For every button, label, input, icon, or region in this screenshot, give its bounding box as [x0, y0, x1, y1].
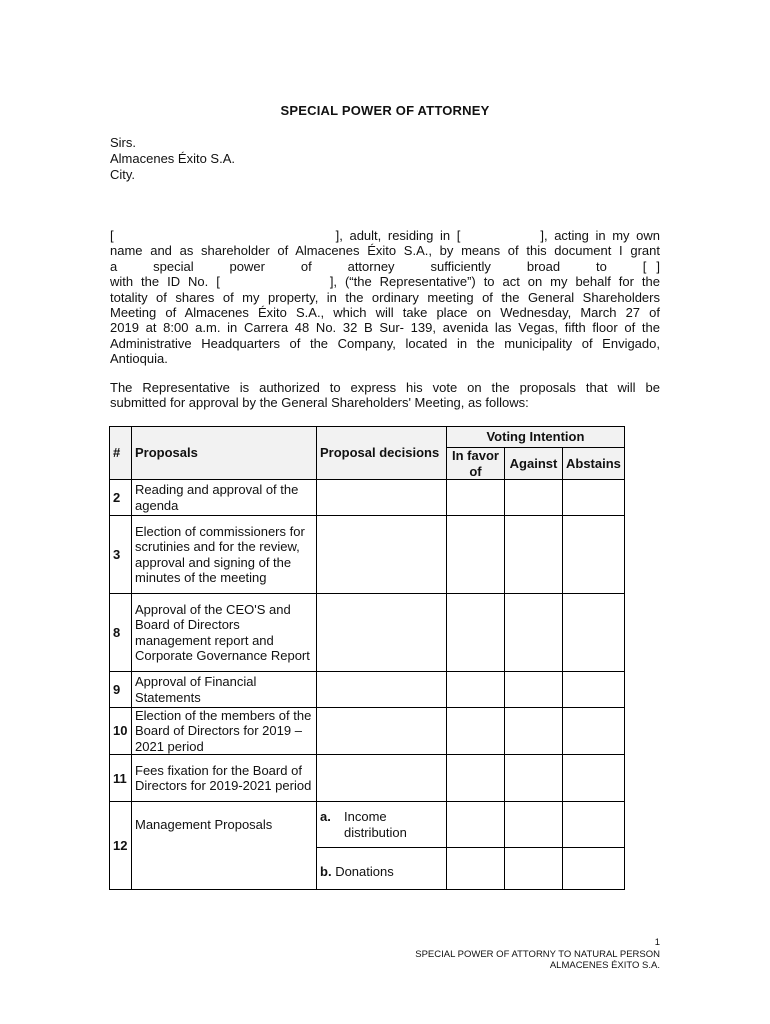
footer-title: SPECIAL POWER OF ATTORNY TO NATURAL PERSON [415, 948, 660, 960]
vote-against-cell[interactable] [505, 516, 563, 594]
vote-against-cell[interactable] [505, 802, 563, 848]
decision-text: Income distribution [344, 809, 407, 840]
vote-in-favor-cell[interactable] [447, 708, 505, 755]
table-row [110, 672, 625, 708]
row-number: 2 [110, 480, 132, 516]
table-row [110, 708, 625, 755]
row-number: 10 [110, 708, 132, 755]
decision-text: Donations [335, 864, 394, 880]
decision-cell[interactable] [317, 672, 447, 708]
proposal-text: Fees fixation for the Board of Directors for 2019-2021 period [132, 755, 317, 802]
vote-in-favor-cell[interactable] [447, 480, 505, 516]
vote-abstains-cell[interactable] [563, 594, 625, 672]
voting-table [109, 426, 625, 890]
proposal-text: Approval of Financial Statements [132, 672, 317, 708]
paragraph-line: totality of shares of my property, in the ordinary meeting of the General Shareholders [110, 289, 660, 305]
decision-cell[interactable] [317, 516, 447, 594]
proposal-text: Management Proposals [132, 802, 317, 890]
proposal-text: Approval of the CEO'S and Board of Directors management report and Corporate Governance Report [132, 594, 317, 672]
table-row [110, 755, 625, 802]
header-decisions: Proposal decisions [317, 427, 447, 480]
paragraph-line: The Representative is authorized to express his vote on the proposals that will be [110, 380, 660, 395]
decision-cell[interactable] [317, 802, 447, 848]
table-row [110, 480, 625, 516]
paragraph-line: [ ], adult, residing in [ ], acting in my own [110, 228, 661, 243]
vote-against-cell[interactable] [505, 708, 563, 755]
proposal-text: Election of commissioners for scrutinies and for the review, approval and signing of the minutes of the meeting [132, 516, 317, 594]
document-title: SPECIAL POWER OF ATTORNEY [280, 103, 490, 118]
decision-cell[interactable] [317, 594, 447, 672]
proposal-text: Reading and approval of the agenda [132, 480, 317, 516]
footer-company: ALMACENES ÉXITO S.A. [549, 960, 660, 971]
header-number: # [110, 427, 132, 480]
vote-in-favor-cell[interactable] [447, 802, 505, 848]
grant-paragraph [110, 228, 660, 367]
paragraph-line: Administrative Headquarters of the Company, located in the municipality of Envigado, [110, 335, 660, 351]
decision-cell[interactable] [317, 755, 447, 802]
vote-against-cell[interactable] [505, 755, 563, 802]
paragraph-line: submitted for approval by the General Shareholders' Meeting, as follows: [110, 395, 529, 411]
salutation: Sirs. [110, 135, 136, 150]
vote-against-cell[interactable] [505, 848, 563, 890]
vote-abstains-cell[interactable] [563, 516, 625, 594]
decision-label: b. [320, 864, 332, 880]
vote-abstains-cell[interactable] [563, 755, 625, 802]
vote-in-favor-cell[interactable] [447, 672, 505, 708]
vote-abstains-cell[interactable] [563, 708, 625, 755]
city: City. [110, 167, 136, 182]
proposal-text: Election of the members of the Board of Directors for 2019 – 2021 period [132, 708, 317, 755]
paragraph-line: Meeting of Almacenes Éxito S.A., which will take place on Wednesday, March 27 of [110, 305, 660, 321]
page-number: 1 [654, 937, 660, 948]
row-number: 9 [110, 672, 132, 708]
decision-item [320, 864, 443, 879]
decision-item [320, 809, 443, 840]
vote-in-favor-cell[interactable] [447, 516, 505, 594]
authorization-paragraph [110, 380, 660, 411]
vote-against-cell[interactable] [505, 672, 563, 708]
company-name: Almacenes Éxito S.A. [110, 151, 235, 166]
header-abstains: Abstains [563, 448, 625, 480]
header-voting-intention: Voting Intention [447, 427, 625, 448]
row-number: 3 [110, 516, 132, 594]
paragraph-line: a special power of attorney sufficiently broad to [ ] [110, 258, 660, 274]
paragraph-line: Antioquia. [110, 351, 168, 367]
decision-cell[interactable] [317, 848, 447, 890]
decision-label: a. [320, 809, 331, 825]
table-row [110, 594, 625, 672]
header-proposals: Proposals [132, 427, 317, 480]
vote-abstains-cell[interactable] [563, 848, 625, 890]
paragraph-line: name and as shareholder of Almacenes Éxito S.A., by means of this document I grant [110, 243, 660, 259]
table-row [110, 802, 625, 848]
vote-in-favor-cell[interactable] [447, 755, 505, 802]
decision-cell[interactable] [317, 480, 447, 516]
row-number: 8 [110, 594, 132, 672]
row-number: 12 [110, 802, 132, 890]
vote-in-favor-cell[interactable] [447, 848, 505, 890]
vote-abstains-cell[interactable] [563, 672, 625, 708]
vote-abstains-cell[interactable] [563, 802, 625, 848]
addressee-block [110, 135, 235, 183]
row-number: 11 [110, 755, 132, 802]
header-against: Against [505, 448, 563, 480]
vote-abstains-cell[interactable] [563, 480, 625, 516]
table-row [110, 516, 625, 594]
vote-against-cell[interactable] [505, 480, 563, 516]
vote-in-favor-cell[interactable] [447, 594, 505, 672]
paragraph-line: with the ID No. [ ], (“the Representative”) to act on my behalf for the [110, 274, 660, 290]
decision-cell[interactable] [317, 708, 447, 755]
header-in-favor: In favor of [447, 448, 505, 480]
page-footer [415, 937, 660, 972]
paragraph-line: 2019 at 8:00 a.m. in Carrera 48 No. 32 B Sur- 139, avenida las Vegas, fifth floor of the [110, 320, 660, 336]
vote-against-cell[interactable] [505, 594, 563, 672]
